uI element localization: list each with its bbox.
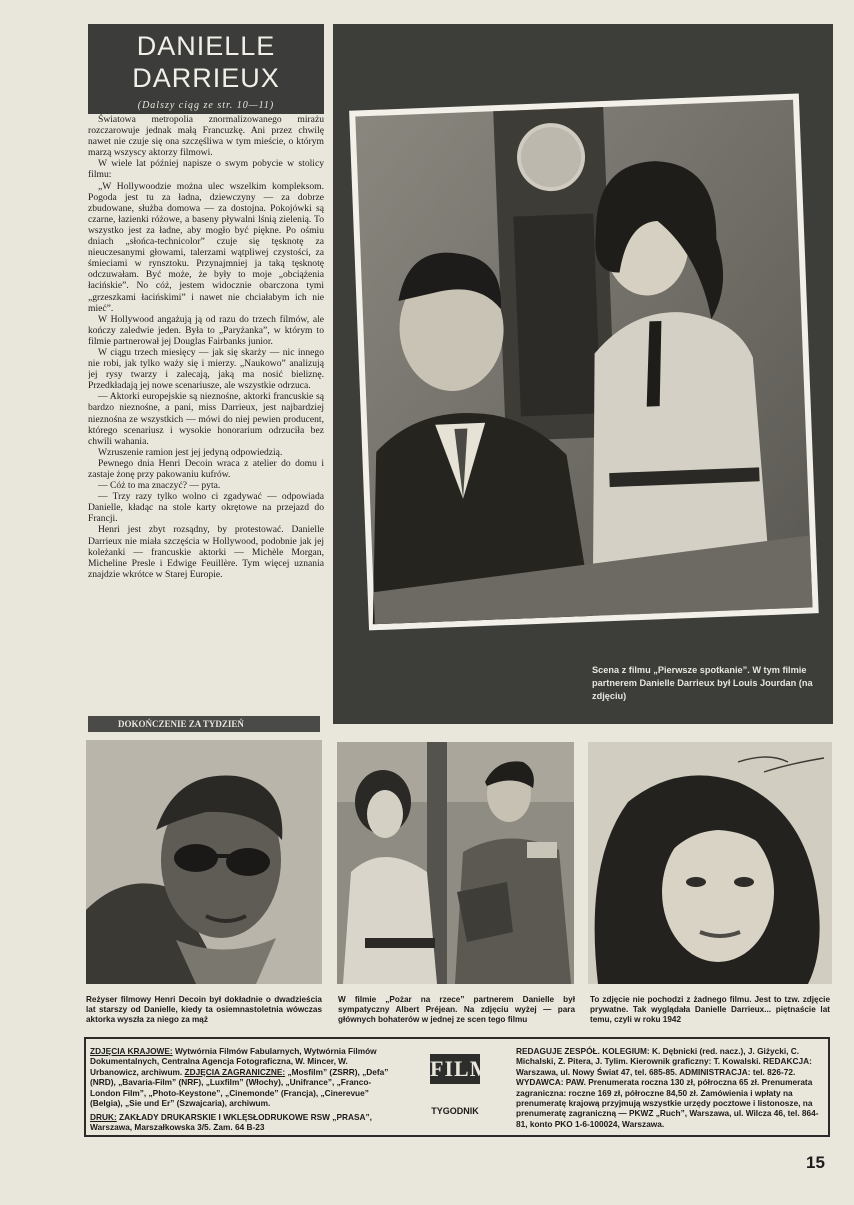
article-paragraph: W wiele lat później napisze o swym pobycie w stolicy filmu: — [88, 158, 324, 181]
subhead: (Dalszy ciąg ze str. 10—11) — [137, 100, 275, 111]
film-scene-photo — [333, 24, 833, 724]
photo-credits — [90, 1046, 396, 1108]
editorial-info: REDAGUJE ZESPÓŁ. KOLEGIUM: K. Dębnicki (red. nacz.), J. Giżycki, C. Michalski, Z. Pitera, J. Tylim. Kierownik graficzny: T. Kowalski. REDAKCJA: Warszawa, ul. Nowy Świat 47, tel. 685-85. ADMINISTRACJA: tel. 826-72. WYDAWCA: PAW. Prenumerata roczna 130 zł, półroczna 65 zł. Prenumerata zagraniczna: roczne 169 zł, półroczne 84,50 zł. Zamówienia i wpłaty na prenumeratę krajową przyjmują wszystkie urzędy pocztowe i listonosze, na prenumeratę zagraniczną — PKWZ „Ruch”, Warszawa, ul. Wilcza 46, tel. 864-81, konto PKO 1-6-100024, Warszawa. — [516, 1046, 819, 1129]
article-paragraph: — Trzy razy tylko wolno ci zgadywać — odpowiada Danielle, kładąc na stole karty okrętowe na przejazd do Francji. — [88, 491, 324, 525]
caption-henri-decoin: Reżyser filmowy Henri Decoin był dokładnie o dwadzieścia lat starszy od Danielle, kiedy ta osiemnastoletnia wówczas aktorka wyszła za niego za mąż — [86, 995, 322, 1025]
photo-albert-prejean — [337, 742, 574, 984]
article-paragraph: — Aktorki europejskie są nieznośne, aktorki francuskie są bardzo nieznośne, a pani, miss Darrieux, jest najbardziej nieznośna ze wszystkich — mówi do niej pewien producent, którego scenariusz i wysokie honorarium odrzuciła bez chwili wahania. — [88, 391, 324, 447]
film-still-image — [337, 742, 574, 984]
main-photo-caption: Scena z filmu „Pierwsze spotkanie”. W tym filmie partnerem Danielle Darrieux był Louis Jourdan (na zdjęciu) — [592, 665, 813, 701]
portrait-image — [86, 740, 322, 984]
caption-private-photo: To zdjęcie nie pochodzi z żadnego filmu. Jest to tzw. zdjęcie prywatne. Tak wyglądała Danielle Darrieux... piętnaście lat temu, czyli w roku 1942 — [590, 995, 830, 1025]
article-paragraph: Pewnego dnia Henri Decoin wraca z atelier do domu i zastaje żonę przy pakowaniu kufrów. — [88, 457, 324, 480]
photo-private-1942 — [588, 742, 832, 984]
article-paragraph: W ciągu trzech miesięcy — jak się skarży — nic innego nie robi, jak tylko waży się i mierzy. „Naukowo” analizują jej rysy twarzy i zalecają, jaką ma nosić bieliznę. Przedkładają jej nowe scenariusze, ale wszystkie odrzuca. — [88, 346, 324, 392]
article-paragraph: — Cóż to ma znaczyć? — pyta. — [98, 480, 221, 492]
page-title-line1: DANIELLE — [136, 31, 276, 61]
foreign-credits-text: „Mosfilm” (ZSRR), „Defa” (NRD), „Bavaria-Film” (NRF), „Luxfilm” (Włochy), „Unifrance”, „Franco-London Film”, „Photo-Keystone”, „Cinemonde” (Francja), „Cinerevue” (Belgia), „Sie und Er” (Szwajcaria), archiwum. — [90, 1066, 389, 1109]
foreign-credits-label: ZDJĘCIA ZAGRANICZNE: — [184, 1066, 286, 1077]
article-paragraph: „W Hollywoodzie można ulec wszelkim kompleksom. Pogoda jest tu za ładna, dziewczyny — za dobrze zbudowane, służba domowa — za dostojna. Pokojówki są czarne, łazienki różowe, a baseny pływalni lśnią zielenią. To wszystko jest za ładne, aby mogło być piękne. Po ośmiu dniach „słońca-technicolor” czuje się tęsknotę za nieuczesanymi głowami, talerzami wątpliwej czystości, za śmieciami w rynsztoku. Przynajmniej ja taką tęsknotę odczuwałam. Być może, że były to moje „obciążenia łacińskie”. No cóż, jestem widocznie obarczona tymi „grzeszkami łacińskimi” i nawet nie chciałabym ich nie mieć”. — [88, 180, 324, 314]
article-paragraph: Henri jest zbyt rozsądny, by protestować. Danielle Darrieux nie miała szczęścia w Hollywood, podobnie jak jej koleżanki — francuskie aktorki — Michèle Morgan, Micheline Presle i Edwige Feuillère. Tym więcej uznania znajdzie wkrótce w Starej Europie. — [88, 524, 324, 580]
order-number: Zam. 64 B-23 — [213, 1122, 265, 1133]
main-photo-panel — [333, 24, 833, 724]
article-paragraph: Wzruszenie ramion jest jej jedyną odpowiedzią. — [98, 446, 283, 458]
print-info — [90, 1112, 396, 1133]
article-body — [88, 114, 324, 714]
film-logo: FILM — [430, 1054, 480, 1084]
page-title-line2: DARRIEUX — [132, 63, 280, 93]
article-paragraph: W Hollywood angażują ją od razu do trzech filmów, ale kończy zaledwie jeden. Była to „Paryżanka”, w którym to filmie partnerował jej Douglas Fairbanks junior. — [88, 313, 324, 347]
logo-subtitle: TYGODNIK — [431, 1106, 479, 1116]
photo-henri-decoin — [86, 740, 322, 984]
credits-label: ZDJĘCIA KRAJOWE: — [90, 1046, 173, 1056]
credits-text: Wytwórnia Filmów Fabularnych, Wytwórnia Filmów Dokumentalnych, Centralna Agencja Fotograficzna, W. Mincer, W. Urbanowicz, archiwum. — [90, 1046, 377, 1077]
continued-banner: DOKOŃCZENIE ZA TYDZIEŃ — [88, 716, 320, 732]
print-text: ZAKŁADY DRUKARSKIE I WKLĘSŁODRUKOWE RSW „PRASA”, Warszawa, Marszałkowska 3/5. — [90, 1112, 372, 1133]
article-paragraph: Światowa metropolia znormalizowanego mirażu rozczarowuje jednak małą Francuzkę. Ani przez chwilę nawet nie czuje się ona szczęśliwa w tym mieście, o którym marzą wszyscy aktorzy filmowi. — [88, 114, 324, 159]
caption-albert-prejean: W filmie „Pożar na rzece” partnerem Danielle był sympatyczny Albert Préjean. Na zdjęciu wyżej — para głównych bohaterów w jednej ze scen tego filmu — [338, 995, 575, 1025]
page-number: 15 — [806, 1153, 825, 1172]
private-portrait-image — [588, 742, 832, 984]
print-label: DRUK: — [90, 1112, 117, 1122]
